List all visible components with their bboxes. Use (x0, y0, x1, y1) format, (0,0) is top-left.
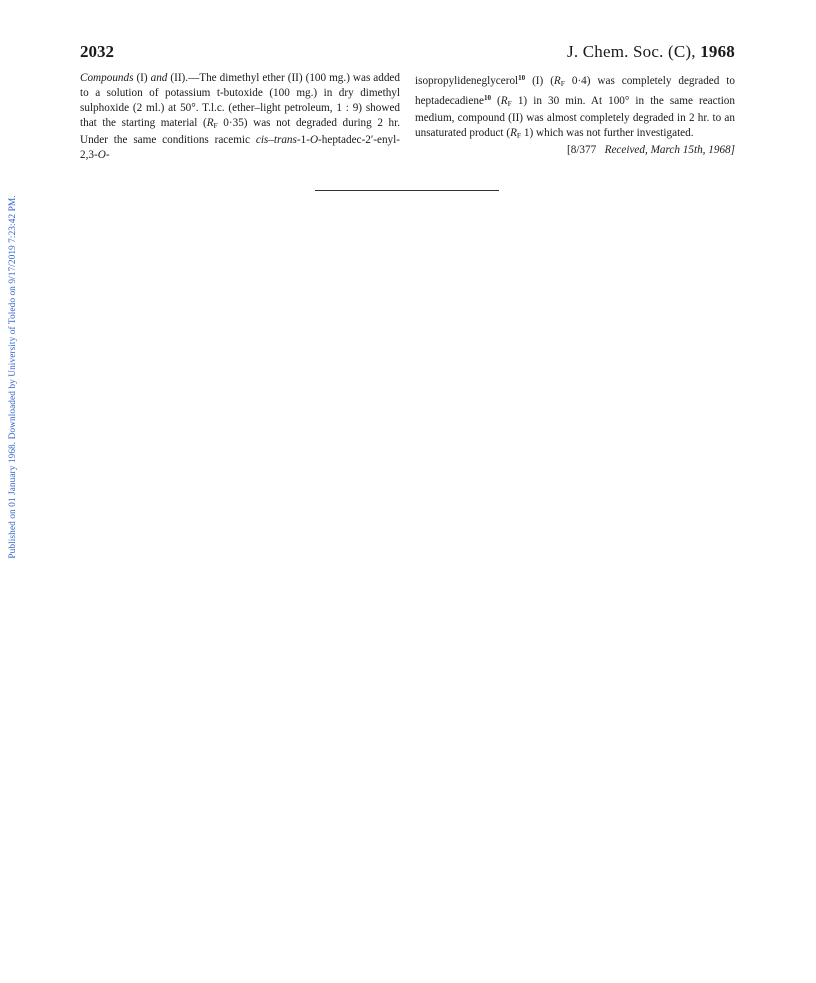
text-run: (II).—The dimethyl ether (II) (100 mg.) was added to a solution of potassium t-butoxide (100 mg.) in dry dimethyl sulphoxide (2 ml.) at 50°. T.l.c. (ether–light petroleum, 1 : 9) showed that the starting material (80, 72, 400, 129)
text-run: -1- (296, 134, 310, 146)
download-notice[interactable]: Published on 01 January 1968. Downloaded by University of Toledo on 9/17/2019 7:23:42 PM. (8, 195, 18, 559)
text-run: in 30 min. At 100° in the same reaction medium, compound (II) was almost completely degraded in 2 hr. to an unsaturated product (415, 95, 735, 139)
journal-year: 1968 (700, 42, 735, 61)
text-run: -heptadec-2′-enyl-2,3- (80, 134, 400, 161)
reference-marker[interactable]: 10 (483, 94, 491, 102)
page-number: 2032 (80, 42, 114, 61)
received-line (415, 143, 735, 158)
text-run: and (150, 72, 168, 84)
received-date: Received, March 15th, 1968] (604, 144, 735, 156)
text-run: cis–trans (255, 134, 297, 146)
text-run: which was not further investigated. (533, 127, 694, 139)
text-run: O (97, 149, 106, 161)
text-run: - (105, 149, 110, 161)
reference-marker[interactable]: 10 (518, 74, 526, 82)
right-column (415, 71, 735, 158)
rf-value: 1) (511, 95, 528, 107)
page-header (80, 42, 735, 64)
experimental-paragraph: Compounds (I) and (II).—The dimethyl ether (II) (100 mg.) was added to a solution of potassium t-butoxide (100 mg.) in dry dimethyl sulphoxide (2 ml.) at 50°. T.l.c. (ether–light petroleum, 1 : 9) showed that the starting material ($R_F$ 0·35) was not degraded during 2 hr. Under the same conditions racemic cis–trans-1-O-heptadec-2′-enyl-2,3-O- (80, 72, 400, 161)
rf-symbol: $R_F$ (500, 95, 512, 108)
left-column (80, 71, 400, 163)
journal-name: J. Chem. Soc. (C), (567, 42, 696, 61)
text-run: (I) (525, 75, 551, 87)
download-watermark (4, 152, 22, 602)
text-run: (I) (133, 72, 151, 84)
section-heading: Compounds (80, 72, 134, 84)
text-run: was not degraded during 2 hr. Under the same conditions racemic (80, 117, 400, 146)
rf-symbol: $R_F$ (553, 75, 565, 88)
rf-value: 0·35) (217, 117, 248, 129)
journal-citation (567, 42, 735, 62)
rf-value: 1) (521, 127, 534, 139)
rf-symbol: $R_F$ (510, 127, 522, 140)
text-run: isopropylideneglycerol (415, 75, 519, 87)
text-run: was completely degraded to heptadecadiene (415, 75, 735, 107)
text-run: O (309, 134, 319, 146)
section-divider (315, 190, 499, 191)
continuation-paragraph: isopropylideneglycerol$^{10}$ (I) ($R_F$ 0·4) was completely degraded to heptadecadiene$^{10}$ ($R_F$ 1) in 30 min. At 100° in the same reaction medium, compound (II) was almost completely degraded in 2 hr. to an unsaturated product ($R_F$ 1) which was not further investigated. (415, 74, 735, 140)
manuscript-code: [8/377 (567, 144, 597, 156)
rf-value: 0·4) (564, 75, 591, 87)
rf-symbol: $R_F$ (206, 117, 218, 130)
